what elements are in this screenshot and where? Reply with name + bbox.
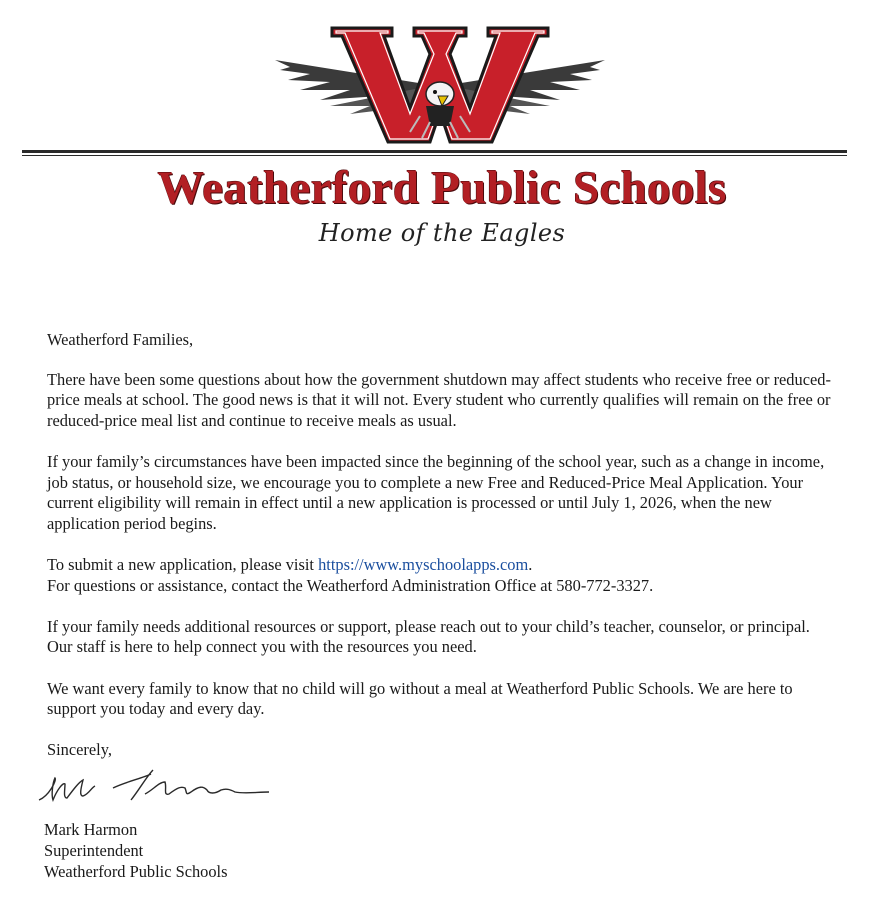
header-rule-thick [22, 150, 847, 153]
letter-paragraph-2: If your family’s circumstances have been impacted since the beginning of the school year, such as a change in income, job status, or household size, we encourage you to complete a new Free and Reduced-Price Meal Application. Your current eligibility will remain in effect until a new application is processed or until July 1, 2026, when the new application period begins. [47, 451, 825, 533]
application-link[interactable]: https://www.myschoolapps.com [313, 554, 529, 574]
letter-paragraph-1: There have been some questions about how the government shutdown may affect students who receive free or reduced-price meals at school. The good news is that it will not. Every student who currently qualifies will remain on the free or reduced-price meal list and continue to receive meals as usual. [47, 369, 831, 430]
letter-paragraph-3 [47, 555, 837, 596]
letter-paragraph-4: If your family needs additional resources or support, please reach out to your child’s teacher, counselor, or principal. Our staff is here to help connect you with the resources you need. [47, 616, 810, 657]
letter-closing: Sincerely, [47, 740, 112, 760]
application-period: . [528, 554, 533, 574]
school-logo [270, 22, 610, 147]
header-rule-thin [22, 155, 847, 156]
school-name-heading: Weatherford Public Schools [157, 162, 727, 214]
school-tagline: Home of the Eagles [318, 219, 566, 247]
handwritten-signature [35, 760, 275, 810]
signer-organization: Weatherford Public Schools [44, 862, 228, 881]
signer-title: Superintendent [44, 841, 144, 860]
letter-greeting: Weatherford Families, [47, 330, 194, 349]
signature-block [44, 819, 228, 882]
application-instruction: To submit a new application, please visit [47, 554, 314, 574]
letter-body [47, 330, 837, 781]
contact-line: For questions or assistance, contact the Weatherford Administration Office at 580-772-3327. [47, 575, 654, 595]
letter-paragraph-5: We want every family to know that no child will go without a meal at Weatherford Public Schools. We are here to support you today and every day. [47, 678, 793, 719]
signer-name: Mark Harmon [44, 820, 138, 839]
